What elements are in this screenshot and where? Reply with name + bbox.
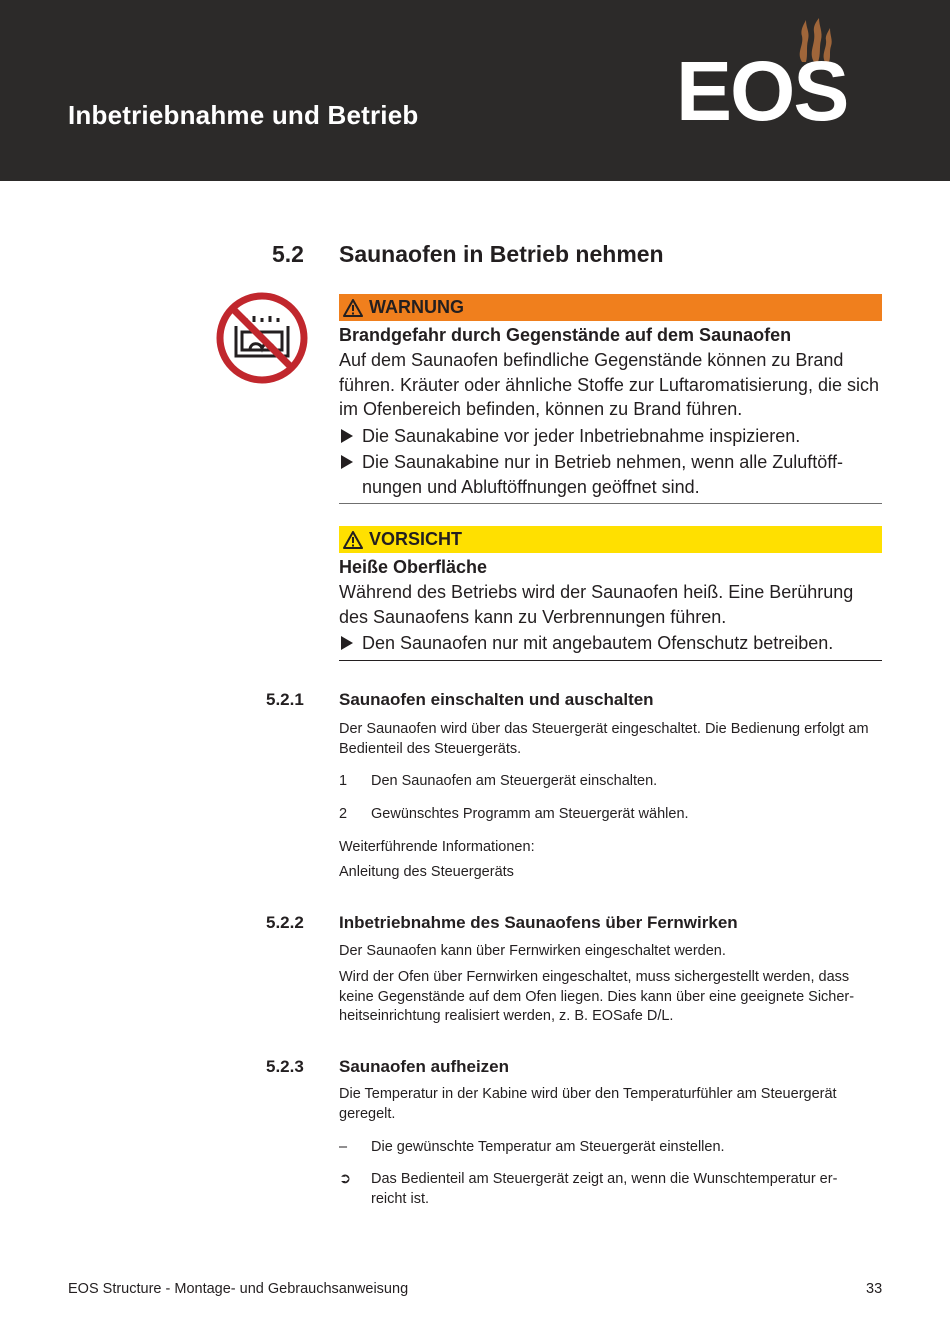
eos-logo bbox=[676, 16, 886, 138]
warning-signal-bar bbox=[339, 294, 882, 321]
page-number: 33 bbox=[866, 1281, 883, 1297]
bullet-arrow-icon bbox=[341, 455, 353, 469]
dash-marker: – bbox=[339, 1139, 348, 1155]
divider bbox=[339, 503, 882, 504]
paragraph: Der Saunaofen kann über Fernwirken eingeschaltet werden. bbox=[339, 943, 726, 959]
caution-signal-word: VORSICHT bbox=[369, 529, 463, 549]
subsection-title: Saunaofen einschalten und auschalten bbox=[339, 690, 654, 709]
warning-signal-word: WARNUNG bbox=[369, 297, 464, 317]
step-item bbox=[339, 1138, 879, 1158]
caution-box bbox=[339, 526, 882, 661]
result-text: Das Bedienteil am Steuergerät zeigt an, wenn die Wunschtemperatur er-reicht ist. bbox=[371, 1171, 838, 1207]
prohibition-sign-icon bbox=[216, 292, 308, 384]
caution-title: Heiße Oberfläche bbox=[339, 557, 488, 577]
paragraph: Wird der Ofen über Fernwirken eingeschaltet, muss sichergestellt werden, dass keine Gegenstände auf dem Ofen liegen. Dies kann über eine geeignete Sicher-heitseinrichtung realisiert werden, z. B. EOSafe D/L. bbox=[339, 969, 855, 1024]
section-title: Saunaofen in Betrieb nehmen bbox=[339, 241, 664, 267]
subsection-number: 5.2.1 bbox=[266, 690, 304, 709]
subsection-title: Inbetriebnahme des Saunaofens über Fernwirken bbox=[339, 913, 738, 932]
warning-box bbox=[339, 294, 882, 504]
more-info-reference: Anleitung des Steuergeräts bbox=[339, 864, 514, 880]
warning-triangle-icon bbox=[343, 299, 363, 317]
more-info-label: Weiterführende Informationen: bbox=[339, 839, 535, 855]
result-item bbox=[339, 1170, 879, 1210]
caution-signal-bar bbox=[339, 526, 882, 553]
section-number: 5.2 bbox=[272, 241, 304, 267]
logo-wordmark: EOS bbox=[676, 44, 848, 138]
subsection-number: 5.2.2 bbox=[266, 913, 304, 932]
warning-action: Die Saunakabine nur in Betrieb nehmen, wenn alle Zuluftöff-nungen und Abluftöffnungen geöffnet sind. bbox=[339, 450, 882, 499]
bullet-arrow-icon bbox=[341, 636, 353, 650]
bullet-arrow-icon bbox=[341, 429, 353, 443]
step-item bbox=[339, 805, 879, 825]
step-text: Gewünschtes Programm am Steuergerät wählen. bbox=[371, 806, 689, 822]
step-text: Den Saunaofen am Steuergerät einschalten. bbox=[371, 773, 658, 789]
paragraph: Der Saunaofen wird über das Steuergerät eingeschaltet. Die Bedienung erfolgt am Bedienteil des Steuergeräts. bbox=[339, 721, 869, 757]
step-text: Die gewünschte Temperatur am Steuergerät einstellen. bbox=[371, 1139, 725, 1155]
step-number: 2 bbox=[339, 806, 348, 822]
caution-action: Den Saunaofen nur mit angebautem Ofenschutz betreiben. bbox=[339, 631, 882, 656]
warning-triangle-icon bbox=[343, 531, 363, 549]
footer-document-title: EOS Structure - Montage- und Gebrauchsanweisung bbox=[68, 1281, 409, 1297]
warning-action: Die Saunakabine vor jeder Inbetriebnahme inspizieren. bbox=[339, 424, 882, 449]
caution-text: Während des Betriebs wird der Saunaofen heiß. Eine Berührung des Saunaofens kann zu Verbrennungen führen. bbox=[339, 582, 854, 627]
step-number: 1 bbox=[339, 773, 348, 789]
page-header bbox=[0, 0, 950, 181]
warning-title: Brandgefahr durch Gegenstände auf dem Saunaofen bbox=[339, 325, 792, 345]
step-item bbox=[339, 772, 879, 792]
divider bbox=[339, 660, 882, 661]
warning-text: Auf dem Saunaofen befindliche Gegenstände können zu Brand führen. Kräuter oder ähnliche Stoffe zur Luftaromatisierung, die sich im Ofenbereich befinden, können zu Brand führen. bbox=[339, 350, 879, 419]
subsection-title: Saunaofen aufheizen bbox=[339, 1057, 510, 1076]
subsection-number: 5.2.3 bbox=[266, 1057, 304, 1076]
result-arrow-icon: ➲ bbox=[339, 1171, 352, 1187]
chapter-title: Inbetriebnahme und Betrieb bbox=[68, 100, 419, 130]
paragraph: Die Temperatur in der Kabine wird über den Temperaturfühler am Steuergerät geregelt. bbox=[339, 1086, 837, 1122]
